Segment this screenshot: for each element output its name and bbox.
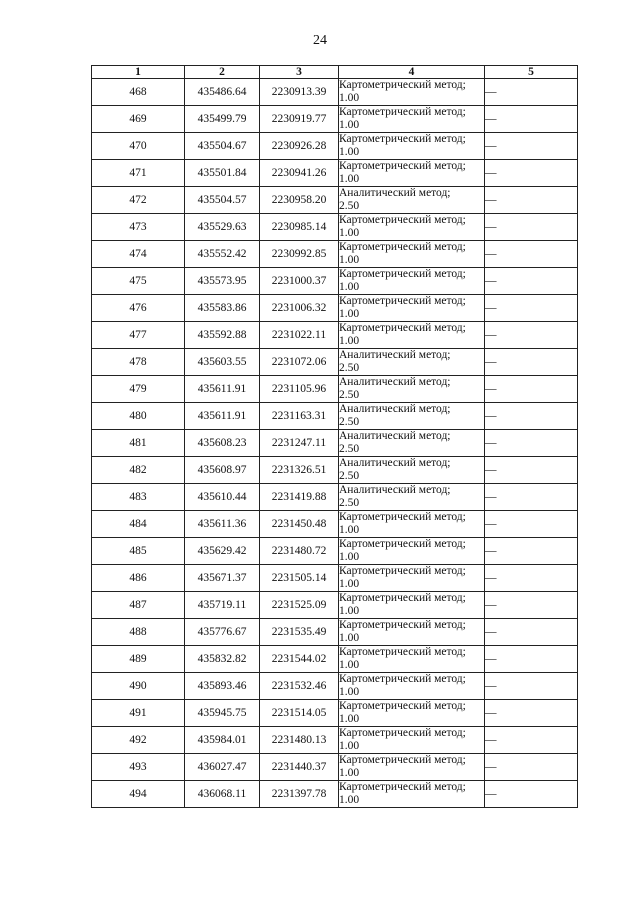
note-dash: — [485,140,497,152]
note-cell [485,457,578,484]
column-header-x: 2 [185,66,260,79]
y-coordinate-cell: 2231326.51 [260,457,339,484]
point-number-cell: 486 [92,565,185,592]
method-accuracy: 1.00 [339,91,360,104]
method-accuracy: 1.00 [339,118,360,131]
y-coordinate-cell: 2230992.85 [260,241,339,268]
y-coordinate-cell: 2231525.09 [260,592,339,619]
point-number-cell: 480 [92,403,185,430]
table-row [92,79,578,106]
x-coordinate-cell: 435776.67 [185,619,260,646]
method-accuracy: 1.00 [339,604,360,617]
note-dash: — [485,572,497,584]
method-accuracy: 1.00 [339,658,360,671]
note-dash: — [485,302,497,314]
table-row [92,538,578,565]
method-cell [339,133,485,160]
method-name: Картометрический метод; [339,700,466,712]
coordinates-table [91,65,578,808]
x-coordinate-cell: 435504.67 [185,133,260,160]
note-cell [485,592,578,619]
table-row [92,511,578,538]
y-coordinate-cell: 2230926.28 [260,133,339,160]
y-coordinate-cell: 2230958.20 [260,187,339,214]
table-row [92,727,578,754]
y-coordinate-cell: 2231105.96 [260,376,339,403]
method-name: Аналитический метод; [339,349,451,361]
y-coordinate-cell: 2231535.49 [260,619,339,646]
y-coordinate-cell: 2231440.37 [260,754,339,781]
note-cell [485,160,578,187]
note-dash: — [485,518,497,530]
point-number-cell: 493 [92,754,185,781]
note-cell [485,106,578,133]
y-coordinate-cell: 2231480.13 [260,727,339,754]
table-row [92,349,578,376]
y-coordinate-cell: 2231022.11 [260,322,339,349]
point-number-cell: 477 [92,322,185,349]
y-coordinate-cell: 2231480.72 [260,538,339,565]
x-coordinate-cell: 435552.42 [185,241,260,268]
x-coordinate-cell: 435671.37 [185,565,260,592]
note-dash: — [485,734,497,746]
method-cell [339,646,485,673]
note-dash: — [485,437,497,449]
point-number-cell: 479 [92,376,185,403]
table-row [92,241,578,268]
method-accuracy: 2.50 [339,469,360,482]
note-cell [485,511,578,538]
method-cell [339,538,485,565]
y-coordinate-cell: 2231419.88 [260,484,339,511]
method-accuracy: 1.00 [339,253,360,266]
method-name: Картометрический метод; [339,754,466,766]
method-name: Картометрический метод; [339,538,466,550]
note-cell [485,565,578,592]
method-name: Картометрический метод; [339,106,466,118]
note-cell [485,268,578,295]
x-coordinate-cell: 435611.36 [185,511,260,538]
note-dash: — [485,464,497,476]
page-number: 24 [313,33,327,48]
method-name: Картометрический метод; [339,511,466,523]
method-name: Аналитический метод; [339,187,451,199]
point-number-cell: 487 [92,592,185,619]
note-cell [485,349,578,376]
point-number-cell: 474 [92,241,185,268]
method-cell [339,403,485,430]
table-row [92,430,578,457]
note-dash: — [485,707,497,719]
method-name: Картометрический метод; [339,268,466,280]
x-coordinate-cell: 436068.11 [185,781,260,808]
point-number-cell: 492 [92,727,185,754]
note-dash: — [485,356,497,368]
x-coordinate-cell: 435608.97 [185,457,260,484]
method-cell [339,106,485,133]
method-accuracy: 1.00 [339,577,360,590]
x-coordinate-cell: 435583.86 [185,295,260,322]
point-number-cell: 470 [92,133,185,160]
method-name: Картометрический метод; [339,619,466,631]
note-cell [485,430,578,457]
point-number-cell: 494 [92,781,185,808]
method-accuracy: 2.50 [339,496,360,509]
point-number-cell: 490 [92,673,185,700]
method-cell [339,619,485,646]
table-row [92,403,578,430]
method-name: Картометрический метод; [339,781,466,793]
table-row [92,700,578,727]
table-row [92,619,578,646]
column-header-method: 4 [339,66,485,79]
point-number-cell: 488 [92,619,185,646]
method-accuracy: 1.00 [339,226,360,239]
method-name: Картометрический метод; [339,727,466,739]
note-dash: — [485,599,497,611]
x-coordinate-cell: 435501.84 [185,160,260,187]
table-row [92,214,578,241]
table-row [92,295,578,322]
y-coordinate-cell: 2230941.26 [260,160,339,187]
method-cell [339,295,485,322]
note-dash: — [485,626,497,638]
x-coordinate-cell: 435499.79 [185,106,260,133]
method-cell [339,700,485,727]
method-cell [339,349,485,376]
method-cell [339,781,485,808]
x-coordinate-cell: 435832.82 [185,646,260,673]
y-coordinate-cell: 2230913.39 [260,79,339,106]
x-coordinate-cell: 435486.64 [185,79,260,106]
note-dash: — [485,248,497,260]
method-accuracy: 1.00 [339,145,360,158]
note-cell [485,187,578,214]
method-accuracy: 1.00 [339,631,360,644]
method-cell [339,754,485,781]
note-dash: — [485,653,497,665]
x-coordinate-cell: 435573.95 [185,268,260,295]
note-cell [485,754,578,781]
method-accuracy: 1.00 [339,685,360,698]
note-dash: — [485,275,497,287]
note-dash: — [485,194,497,206]
point-number-cell: 475 [92,268,185,295]
point-number-cell: 481 [92,430,185,457]
table-row [92,673,578,700]
y-coordinate-cell: 2231544.02 [260,646,339,673]
x-coordinate-cell: 435529.63 [185,214,260,241]
method-accuracy: 1.00 [339,172,360,185]
y-coordinate-cell: 2230919.77 [260,106,339,133]
method-cell [339,484,485,511]
method-accuracy: 2.50 [339,199,360,212]
method-accuracy: 1.00 [339,523,360,536]
note-cell [485,727,578,754]
note-cell [485,403,578,430]
y-coordinate-cell: 2231532.46 [260,673,339,700]
table-row [92,268,578,295]
x-coordinate-cell: 435893.46 [185,673,260,700]
method-name: Аналитический метод; [339,430,451,442]
method-cell [339,430,485,457]
note-dash: — [485,329,497,341]
table-row [92,484,578,511]
table-row [92,754,578,781]
method-cell [339,376,485,403]
method-cell [339,565,485,592]
x-coordinate-cell: 435611.91 [185,403,260,430]
column-header-note: 5 [485,66,578,79]
y-coordinate-cell: 2231247.11 [260,430,339,457]
point-number-cell: 468 [92,79,185,106]
point-number-cell: 476 [92,295,185,322]
method-accuracy: 1.00 [339,766,360,779]
method-name: Картометрический метод; [339,295,466,307]
method-name: Картометрический метод; [339,214,466,226]
note-dash: — [485,86,497,98]
y-coordinate-cell: 2231006.32 [260,295,339,322]
point-number-cell: 472 [92,187,185,214]
note-cell [485,619,578,646]
x-coordinate-cell: 435504.57 [185,187,260,214]
table-row [92,376,578,403]
y-coordinate-cell: 2231000.37 [260,268,339,295]
table-row [92,457,578,484]
note-dash: — [485,221,497,233]
x-coordinate-cell: 435984.01 [185,727,260,754]
method-cell [339,268,485,295]
method-name: Картометрический метод; [339,322,466,334]
method-name: Аналитический метод; [339,403,451,415]
table-row [92,160,578,187]
note-cell [485,673,578,700]
note-dash: — [485,545,497,557]
method-name: Картометрический метод; [339,133,466,145]
method-name: Картометрический метод; [339,241,466,253]
note-dash: — [485,167,497,179]
note-cell [485,214,578,241]
method-cell [339,457,485,484]
table-row [92,106,578,133]
method-cell [339,160,485,187]
y-coordinate-cell: 2231450.48 [260,511,339,538]
note-dash: — [485,680,497,692]
y-coordinate-cell: 2231514.05 [260,700,339,727]
note-dash: — [485,113,497,125]
method-name: Картометрический метод; [339,565,466,577]
column-header-y: 3 [260,66,339,79]
note-cell [485,322,578,349]
point-number-cell: 489 [92,646,185,673]
method-name: Аналитический метод; [339,457,451,469]
table-row [92,322,578,349]
method-cell [339,187,485,214]
method-name: Аналитический метод; [339,376,451,388]
table-row [92,565,578,592]
x-coordinate-cell: 435603.55 [185,349,260,376]
method-name: Картометрический метод; [339,592,466,604]
method-accuracy: 1.00 [339,280,360,293]
note-cell [485,241,578,268]
method-name: Картометрический метод; [339,79,466,91]
note-cell [485,133,578,160]
table-row [92,646,578,673]
method-cell [339,214,485,241]
y-coordinate-cell: 2231505.14 [260,565,339,592]
method-name: Аналитический метод; [339,484,451,496]
method-cell [339,241,485,268]
method-cell [339,79,485,106]
method-accuracy: 2.50 [339,442,360,455]
note-cell [485,376,578,403]
method-accuracy: 2.50 [339,361,360,374]
method-accuracy: 2.50 [339,388,360,401]
x-coordinate-cell: 435629.42 [185,538,260,565]
note-cell [485,646,578,673]
x-coordinate-cell: 435608.23 [185,430,260,457]
method-cell [339,511,485,538]
y-coordinate-cell: 2230985.14 [260,214,339,241]
note-cell [485,781,578,808]
method-cell [339,322,485,349]
x-coordinate-cell: 435719.11 [185,592,260,619]
note-cell [485,700,578,727]
table-body [92,79,578,808]
method-accuracy: 2.50 [339,415,360,428]
table-row [92,133,578,160]
column-header-point-number: 1 [92,66,185,79]
point-number-cell: 484 [92,511,185,538]
point-number-cell: 478 [92,349,185,376]
point-number-cell: 485 [92,538,185,565]
x-coordinate-cell: 435611.91 [185,376,260,403]
table-row [92,781,578,808]
table-row [92,187,578,214]
method-accuracy: 1.00 [339,550,360,563]
point-number-cell: 482 [92,457,185,484]
note-cell [485,295,578,322]
x-coordinate-cell: 435610.44 [185,484,260,511]
method-accuracy: 1.00 [339,334,360,347]
note-dash: — [485,383,497,395]
point-number-cell: 473 [92,214,185,241]
note-cell [485,79,578,106]
x-coordinate-cell: 436027.47 [185,754,260,781]
note-cell [485,538,578,565]
method-cell [339,673,485,700]
point-number-cell: 469 [92,106,185,133]
point-number-cell: 471 [92,160,185,187]
y-coordinate-cell: 2231072.06 [260,349,339,376]
method-accuracy: 1.00 [339,793,360,806]
method-cell [339,727,485,754]
method-accuracy: 1.00 [339,712,360,725]
method-name: Картометрический метод; [339,673,466,685]
method-cell [339,592,485,619]
x-coordinate-cell: 435592.88 [185,322,260,349]
table-row [92,592,578,619]
method-accuracy: 1.00 [339,739,360,752]
point-number-cell: 491 [92,700,185,727]
y-coordinate-cell: 2231397.78 [260,781,339,808]
method-accuracy: 1.00 [339,307,360,320]
point-number-cell: 483 [92,484,185,511]
note-cell [485,484,578,511]
note-dash: — [485,410,497,422]
note-dash: — [485,491,497,503]
method-name: Картометрический метод; [339,646,466,658]
note-dash: — [485,788,497,800]
method-name: Картометрический метод; [339,160,466,172]
note-dash: — [485,761,497,773]
y-coordinate-cell: 2231163.31 [260,403,339,430]
x-coordinate-cell: 435945.75 [185,700,260,727]
table-header-row [92,66,578,79]
